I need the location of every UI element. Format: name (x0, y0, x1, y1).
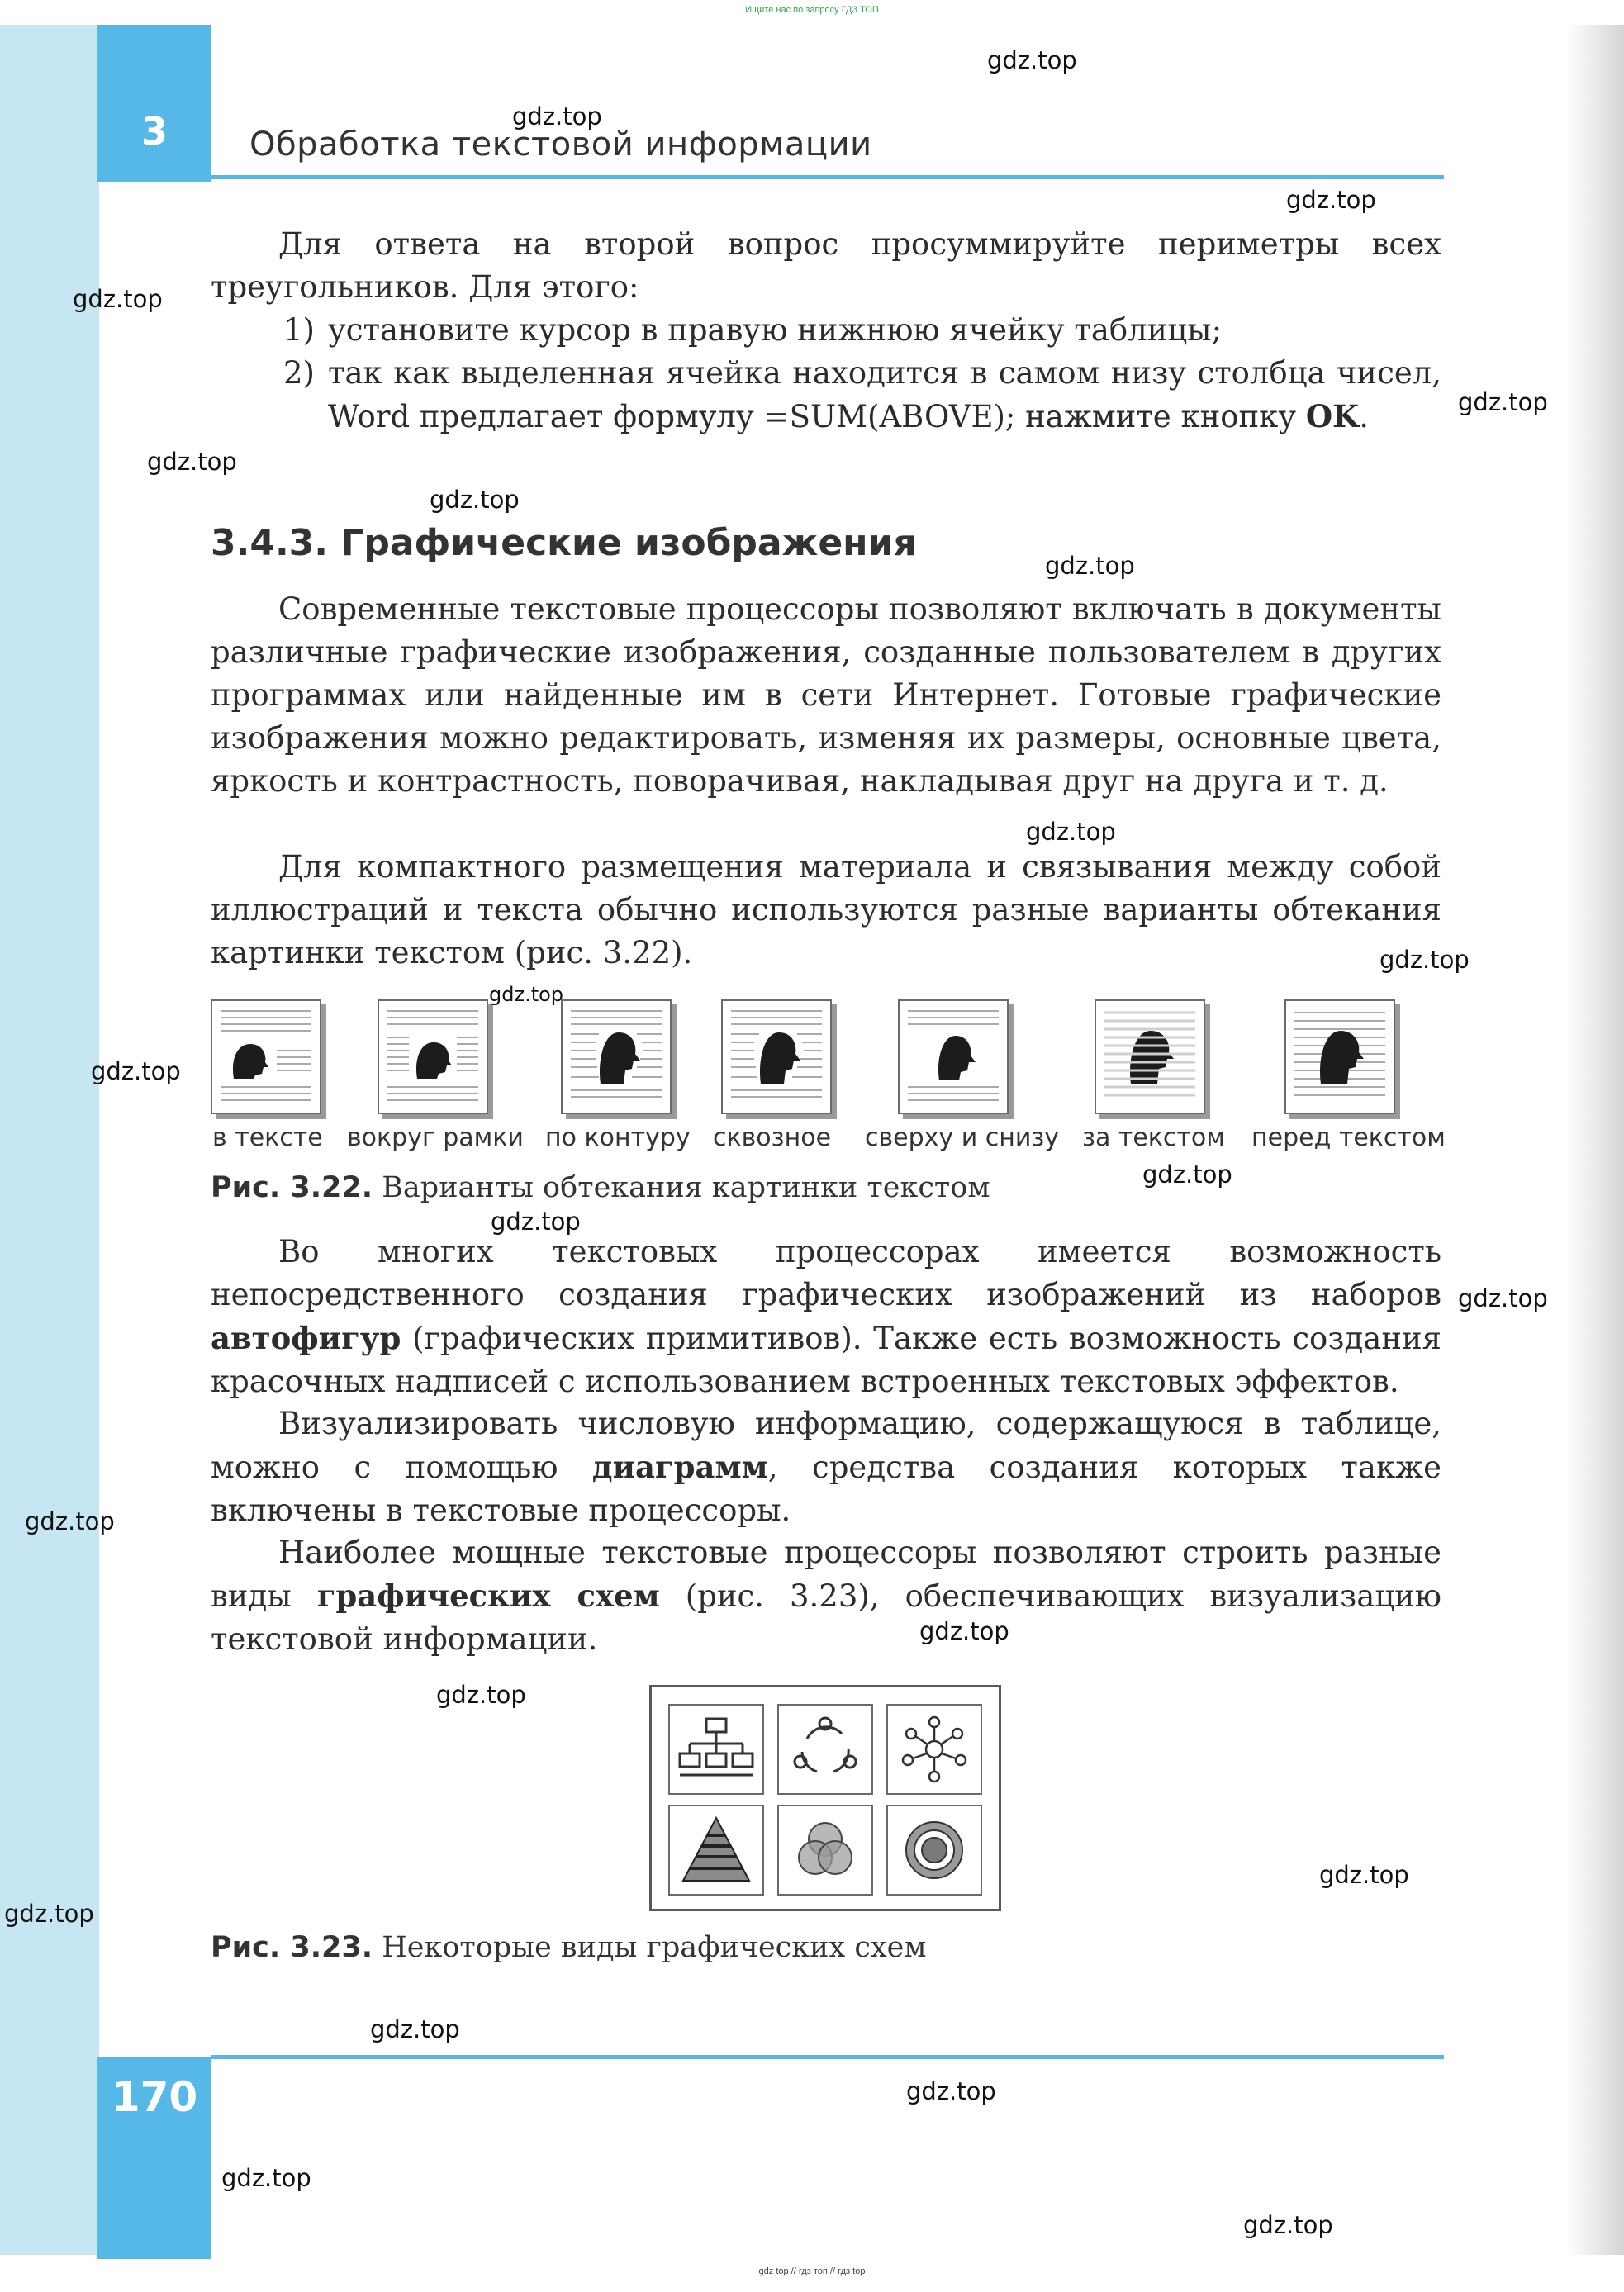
list-item-text: так как выделенная ячейка находится в самом низу столбца чисел, Word предлагает формулу =SUM(ABOVE); нажмите кнопку OK. (328, 355, 1441, 434)
watermark: gdz.top (436, 1681, 526, 1709)
watermark: gdz.top (147, 448, 237, 476)
figure-3-22 (211, 999, 1441, 1123)
wrap-tight-icon (561, 999, 672, 1114)
paragraph-5: Наиболее мощные текстовые процессоры позволяют строить разные виды графических схем (рис. 3.23), обеспечивающих визуализацию текстовой информации. (211, 1535, 1441, 1657)
wrap-behind-icon (1095, 999, 1205, 1114)
paragraph-4: Визуализировать числовую информацию, содержащуюся в таблице, можно с помощью диаграмм, средства создания которых также включены в текстовые процессоры. (211, 1406, 1441, 1528)
top-banner: Ищите нас по запросу ГДЗ ТОП (745, 5, 879, 15)
scheme-tile (886, 1704, 982, 1795)
watermark: gdz.top (1026, 818, 1116, 846)
watermark: gdz.top (221, 2164, 311, 2192)
watermark: gdz.top (906, 2077, 996, 2105)
watermark: gdz.top (919, 1617, 1009, 1645)
watermark: gdz.top (987, 46, 1077, 74)
watermark: gdz.top (1045, 552, 1135, 580)
wrap-label: сквозное (713, 1123, 832, 1152)
intro-paragraph: Для ответа на второй вопрос просуммируйте периметры всех треугольников. Для этого: (211, 226, 1441, 305)
figure-3-22-caption: Рис. 3.22. Варианты обтекания картинки текстом (211, 1171, 990, 1204)
page-number: 170 (111, 2073, 198, 2121)
wrap-label: вокруг рамки (347, 1123, 524, 1152)
figure-3-22-labels (211, 1123, 1446, 1156)
list-item (211, 352, 1441, 439)
footer-rule (211, 2055, 1444, 2059)
paragraph-2: Для компактного размещения материала и связывания между собой иллюстраций и текста обычно используются разные варианты обтекания картинки текстом (рис. 3.22). (211, 849, 1441, 970)
wrap-label: за текстом (1082, 1123, 1225, 1152)
paragraph-1: Современные текстовые процессоры позволяют включать в документы различные графические изображения, созданные пользователем в других программах или найденные им в сети Интернет. Готовые графические изображения можно редактировать, изменяя их размеры, основные цвета, яркость и контрастность, поворачивая, накладывая друг на друга и т. д. (211, 591, 1441, 799)
watermark: gdz.top (1286, 186, 1376, 214)
figure-3-23 (649, 1685, 1001, 1911)
watermark: gdz.top (73, 285, 163, 313)
watermark: gdz.top (1458, 1284, 1548, 1312)
wrap-through-icon (721, 999, 832, 1114)
wrap-square-icon (378, 999, 488, 1114)
scheme-tile (777, 1704, 873, 1795)
list-item-number: 2) (283, 355, 315, 391)
chapter-number: 3 (140, 109, 168, 154)
wrap-label: сверху и снизу (865, 1123, 1060, 1152)
wrap-label: перед текстом (1251, 1123, 1446, 1152)
page-edge-shadow (1565, 25, 1624, 2255)
hierarchy-icon (670, 1706, 762, 1793)
running-header-title: Обработка текстовой информации (249, 126, 872, 164)
watermark: gdz.top (25, 1507, 115, 1535)
list-item-text: установите курсор в правую нижнюю ячейку таблицы; (328, 312, 1223, 348)
header-rule (211, 175, 1444, 179)
watermark: gdz.top (489, 983, 564, 1006)
bottom-banner: gdz top // гдз топ // гдз top (758, 2266, 866, 2276)
target-icon (888, 1806, 981, 1894)
figure-3-23-caption: Рис. 3.23. Некоторые виды графических схем (211, 1931, 927, 1964)
watermark: gdz.top (512, 102, 602, 130)
venn-icon (779, 1806, 871, 1894)
watermark: gdz.top (370, 2015, 460, 2043)
watermark: gdz.top (1319, 1861, 1409, 1889)
paragraph-3: Во многих текстовых процессорах имеется возможность непосредственного создания графических изображений из наборов автофигур (графических примитивов). Также есть возможность создания красочных надписей с использованием встроенных текстовых эффектов. (211, 1234, 1441, 1399)
cycle-icon (779, 1706, 871, 1793)
scheme-tile (668, 1805, 764, 1896)
chapter-tab (97, 25, 211, 182)
wrap-in-text-icon (211, 999, 321, 1114)
watermark: gdz.top (91, 1057, 181, 1085)
pyramid-icon (670, 1806, 762, 1894)
watermark: gdz.top (1243, 2211, 1333, 2239)
scheme-tile (777, 1805, 873, 1896)
radial-icon (888, 1706, 981, 1793)
section-heading: 3.4.3. Графические изображения (211, 522, 917, 564)
scheme-tile (886, 1805, 982, 1896)
watermark: gdz.top (1379, 946, 1470, 974)
wrap-in-front-icon (1284, 999, 1395, 1114)
steps-list (211, 309, 1441, 439)
ok-button-name: OK (1305, 398, 1360, 434)
scheme-tile (668, 1704, 764, 1795)
watermark: gdz.top (491, 1208, 581, 1236)
list-item-number: 1) (283, 312, 315, 348)
watermark: gdz.top (430, 486, 520, 514)
wrap-label: в тексте (212, 1123, 323, 1152)
watermark: gdz.top (1142, 1160, 1232, 1189)
wrap-top-bottom-icon (898, 999, 1009, 1114)
list-item (211, 309, 1441, 352)
watermark: gdz.top (1458, 388, 1548, 416)
watermark: gdz.top (4, 1900, 94, 1928)
wrap-label: по контуру (545, 1123, 691, 1152)
